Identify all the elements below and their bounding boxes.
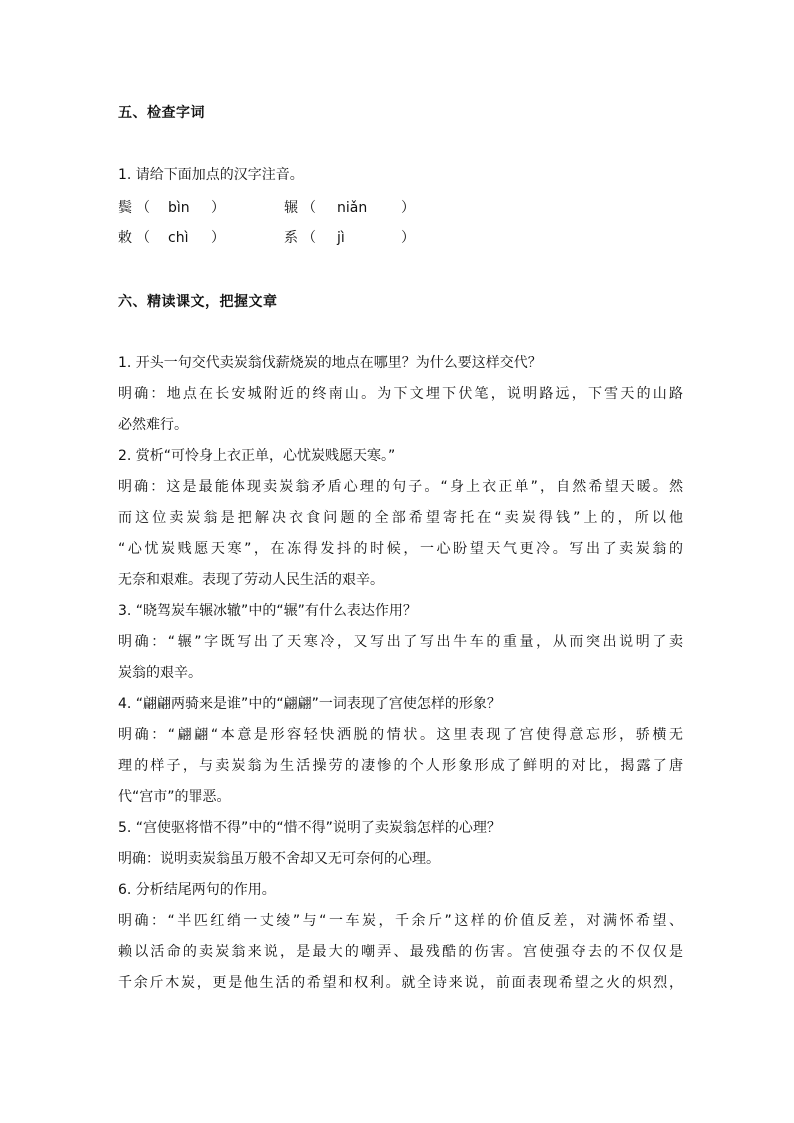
question-4: 4. “翩翩两骑来是谁”中的“翩翩”一词表现了宫使怎样的形象？ — [118, 696, 501, 712]
question-2: 2. 赏析“可怜身上衣正单，心忧炭贱愿天寒。” — [118, 448, 396, 464]
answer-4-line: 理的样子，与卖炭翁为生活操劳的凄惨的个人形象形成了鲜明的对比，揭露了唐 — [118, 758, 683, 774]
question-1: 1. 开头一句交代卖炭翁伐薪烧炭的地点在哪里？为什么要这样交代？ — [118, 355, 542, 371]
answer-3-line: 炭翁的艰辛。 — [118, 665, 202, 681]
question-3: 3. “晓驾炭车辗冰辙”中的“辗”有什么表达作用？ — [118, 603, 417, 619]
answer-2-line: 而这位卖炭翁是把解决衣食问题的全部希望寄托在“卖炭得钱”上的，所以他 — [118, 510, 683, 526]
pinyin-answer: chì — [168, 230, 189, 246]
paren-close: ） — [401, 200, 415, 216]
pinyin-answer: bìn — [168, 200, 190, 216]
pinyin-answer: niǎn — [337, 200, 368, 216]
pinyin-char: 辗 — [284, 200, 298, 216]
pinyin-char: 鬓 — [118, 200, 132, 216]
paren-open: （ — [302, 230, 316, 246]
pinyin-char: 系 — [284, 230, 298, 246]
answer-2-line: 明确：这是最能体现卖炭翁矛盾心理的句子。“身上衣正单”，自然希望天暖。然 — [118, 479, 683, 495]
paren-open: （ — [302, 200, 316, 216]
section-5-question-1: 1. 请给下面加点的汉字注音。 — [118, 167, 304, 183]
paren-close: ） — [401, 230, 415, 246]
answer-4-line: 代“宫市”的罪恶。 — [118, 789, 231, 805]
paren-open: （ — [136, 230, 150, 246]
pinyin-answer: jì — [337, 230, 345, 246]
answer-6-line: 赖以活命的卖炭翁来说，是最大的嘲弄、最残酷的伤害。宫使强夺去的不仅仅是 — [118, 944, 683, 960]
section-5-heading: 五、检查字词 — [118, 105, 205, 121]
answer-3-line: 明确：“辗”字既写出了天寒冷，又写出了写出牛车的重量，从而突出说明了卖 — [118, 634, 683, 650]
answer-6-line: 千余斤木炭，更是他生活的希望和权利。就全诗来说，前面表现希望之火的炽烈， — [118, 975, 683, 991]
answer-5-line: 明确：说明卖炭翁虽万般不舍却又无可奈何的心理。 — [118, 851, 440, 867]
answer-4-line: 明确：“翩翩“本意是形容轻快洒脱的情状。这里表现了宫使得意忘形，骄横无 — [118, 727, 683, 743]
answer-2-line: 无奈和艰难。表现了劳动人民生活的艰辛。 — [118, 572, 384, 588]
paren-close: ） — [211, 230, 225, 246]
section-6-heading: 六、精读课文，把握文章 — [118, 294, 278, 310]
paren-open: （ — [136, 200, 150, 216]
pinyin-char: 敕 — [118, 230, 132, 246]
answer-6-line: 明确：“半匹红绡一丈绫”与“一车炭，千余斤”这样的价值反差，对满怀希望、 — [118, 913, 683, 929]
paren-close: ） — [211, 200, 225, 216]
question-5: 5. “宫使驱将惜不得”中的“惜不得”说明了卖炭翁怎样的心理？ — [118, 820, 501, 836]
question-6: 6. 分析结尾两句的作用。 — [118, 882, 276, 898]
answer-1-line: 明确：地点在长安城附近的终南山。为下文埋下伏笔，说明路远，下雪天的山路 — [118, 386, 683, 402]
answer-2-line: “心忧炭贱愿天寒”，在冻得发抖的时候，一心盼望天气更冷。写出了卖炭翁的 — [118, 541, 683, 557]
answer-1-line: 必然难行。 — [118, 417, 188, 433]
